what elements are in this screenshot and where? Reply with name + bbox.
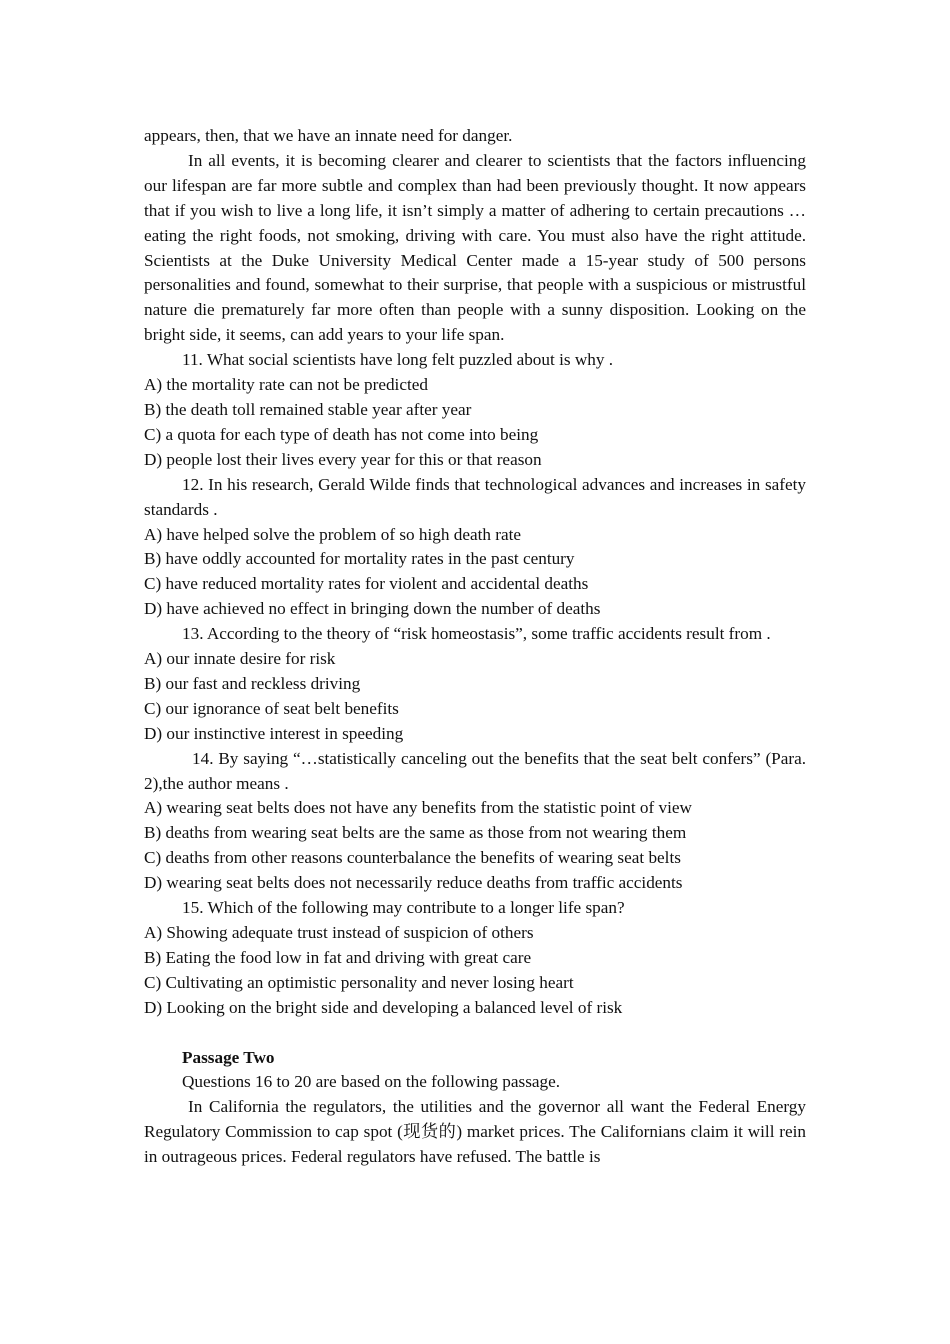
option-d: D) people lost their lives every year for this or that reason <box>144 449 542 469</box>
option-c: C) our ignorance of seat belt benefits <box>144 698 399 718</box>
question-stem: 15. Which of the following may contribute to a longer life span? <box>182 898 625 918</box>
option-b: B) our fast and reckless driving <box>144 673 361 693</box>
passage-two-first-paragraph: In California the regulators, the utilities and the governor all want the Federal Energy Regulatory Commission to cap spot (现货的) market prices. The Californians claim it will rein in outrageous prices. Federal regulators have refused. The battle is <box>144 1097 806 1167</box>
option-a: A) our innate desire for risk <box>144 649 336 669</box>
question-11 <box>144 348 806 473</box>
spacer <box>144 1021 806 1046</box>
question-stem: 11. What social scientists have long felt puzzled about is why . <box>182 350 614 370</box>
option-d: D) wearing seat belts does not necessarily reduce deaths from traffic accidents <box>144 873 683 893</box>
option-b: B) have oddly accounted for mortality rates in the past century <box>144 549 575 569</box>
passage-one-continuation: appears, then, that we have an innate need for danger. <box>144 126 513 145</box>
option-a: A) the mortality rate can not be predicted <box>144 375 428 395</box>
option-c: C) have reduced mortality rates for violent and accidental deaths <box>144 574 589 594</box>
option-d: D) Looking on the bright side and developing a balanced level of risk <box>144 997 623 1017</box>
question-15 <box>144 896 806 1021</box>
question-stem: 13. According to the theory of “risk homeostasis”, some traffic accidents result from . <box>182 624 771 644</box>
option-c: C) Cultivating an optimistic personality and never losing heart <box>144 972 574 992</box>
question-stem: 14. By saying “…statistically canceling out the benefits that the seat belt confers” (Para. 2),the author means . <box>144 748 806 793</box>
document-page <box>144 124 806 1170</box>
question-14 <box>144 747 806 896</box>
option-a: A) have helped solve the problem of so high death rate <box>144 524 522 544</box>
option-a: A) wearing seat belts does not have any benefits from the statistic point of view <box>144 798 692 818</box>
option-c: C) deaths from other reasons counterbalance the benefits of wearing seat belts <box>144 848 681 868</box>
option-d: D) our instinctive interest in speeding <box>144 723 404 743</box>
question-stem: 12. In his research, Gerald Wilde finds that technological advances and increases in safety standards . <box>144 474 806 519</box>
question-12 <box>144 473 806 622</box>
option-a: A) Showing adequate trust instead of suspicion of others <box>144 923 534 942</box>
question-13 <box>144 622 806 747</box>
passage-two-instruction: Questions 16 to 20 are based on the following passage. <box>182 1072 561 1092</box>
passage-two-heading: Passage Two <box>182 1047 275 1067</box>
option-d: D) have achieved no effect in bringing down the number of deaths <box>144 599 601 619</box>
option-b: B) the death toll remained stable year after year <box>144 399 472 419</box>
option-b: B) deaths from wearing seat belts are the same as those from not wearing them <box>144 823 687 843</box>
option-c: C) a quota for each type of death has not come into being <box>144 424 539 444</box>
option-b: B) Eating the food low in fat and driving with great care <box>144 947 532 967</box>
passage-one-final-paragraph: In all events, it is becoming clearer and clearer to scientists that the factors influencing our lifespan are far more subtle and complex than had been previously thought. It now appears that if you wish to live a long life, it isn’t simply a matter of adhering to certain precautions … eating the right foods, not smoking, driving with care. You must also have the right attitude. Scientists at the Duke University Medical Center made a 15-year study of 500 persons personalities and found, somewhat to their surprise, that people with a suspicious or mistrustful nature die prematurely far more often than people with a sunny disposition. Looking on the bright side, it seems, can add years to your life span. <box>144 150 806 345</box>
